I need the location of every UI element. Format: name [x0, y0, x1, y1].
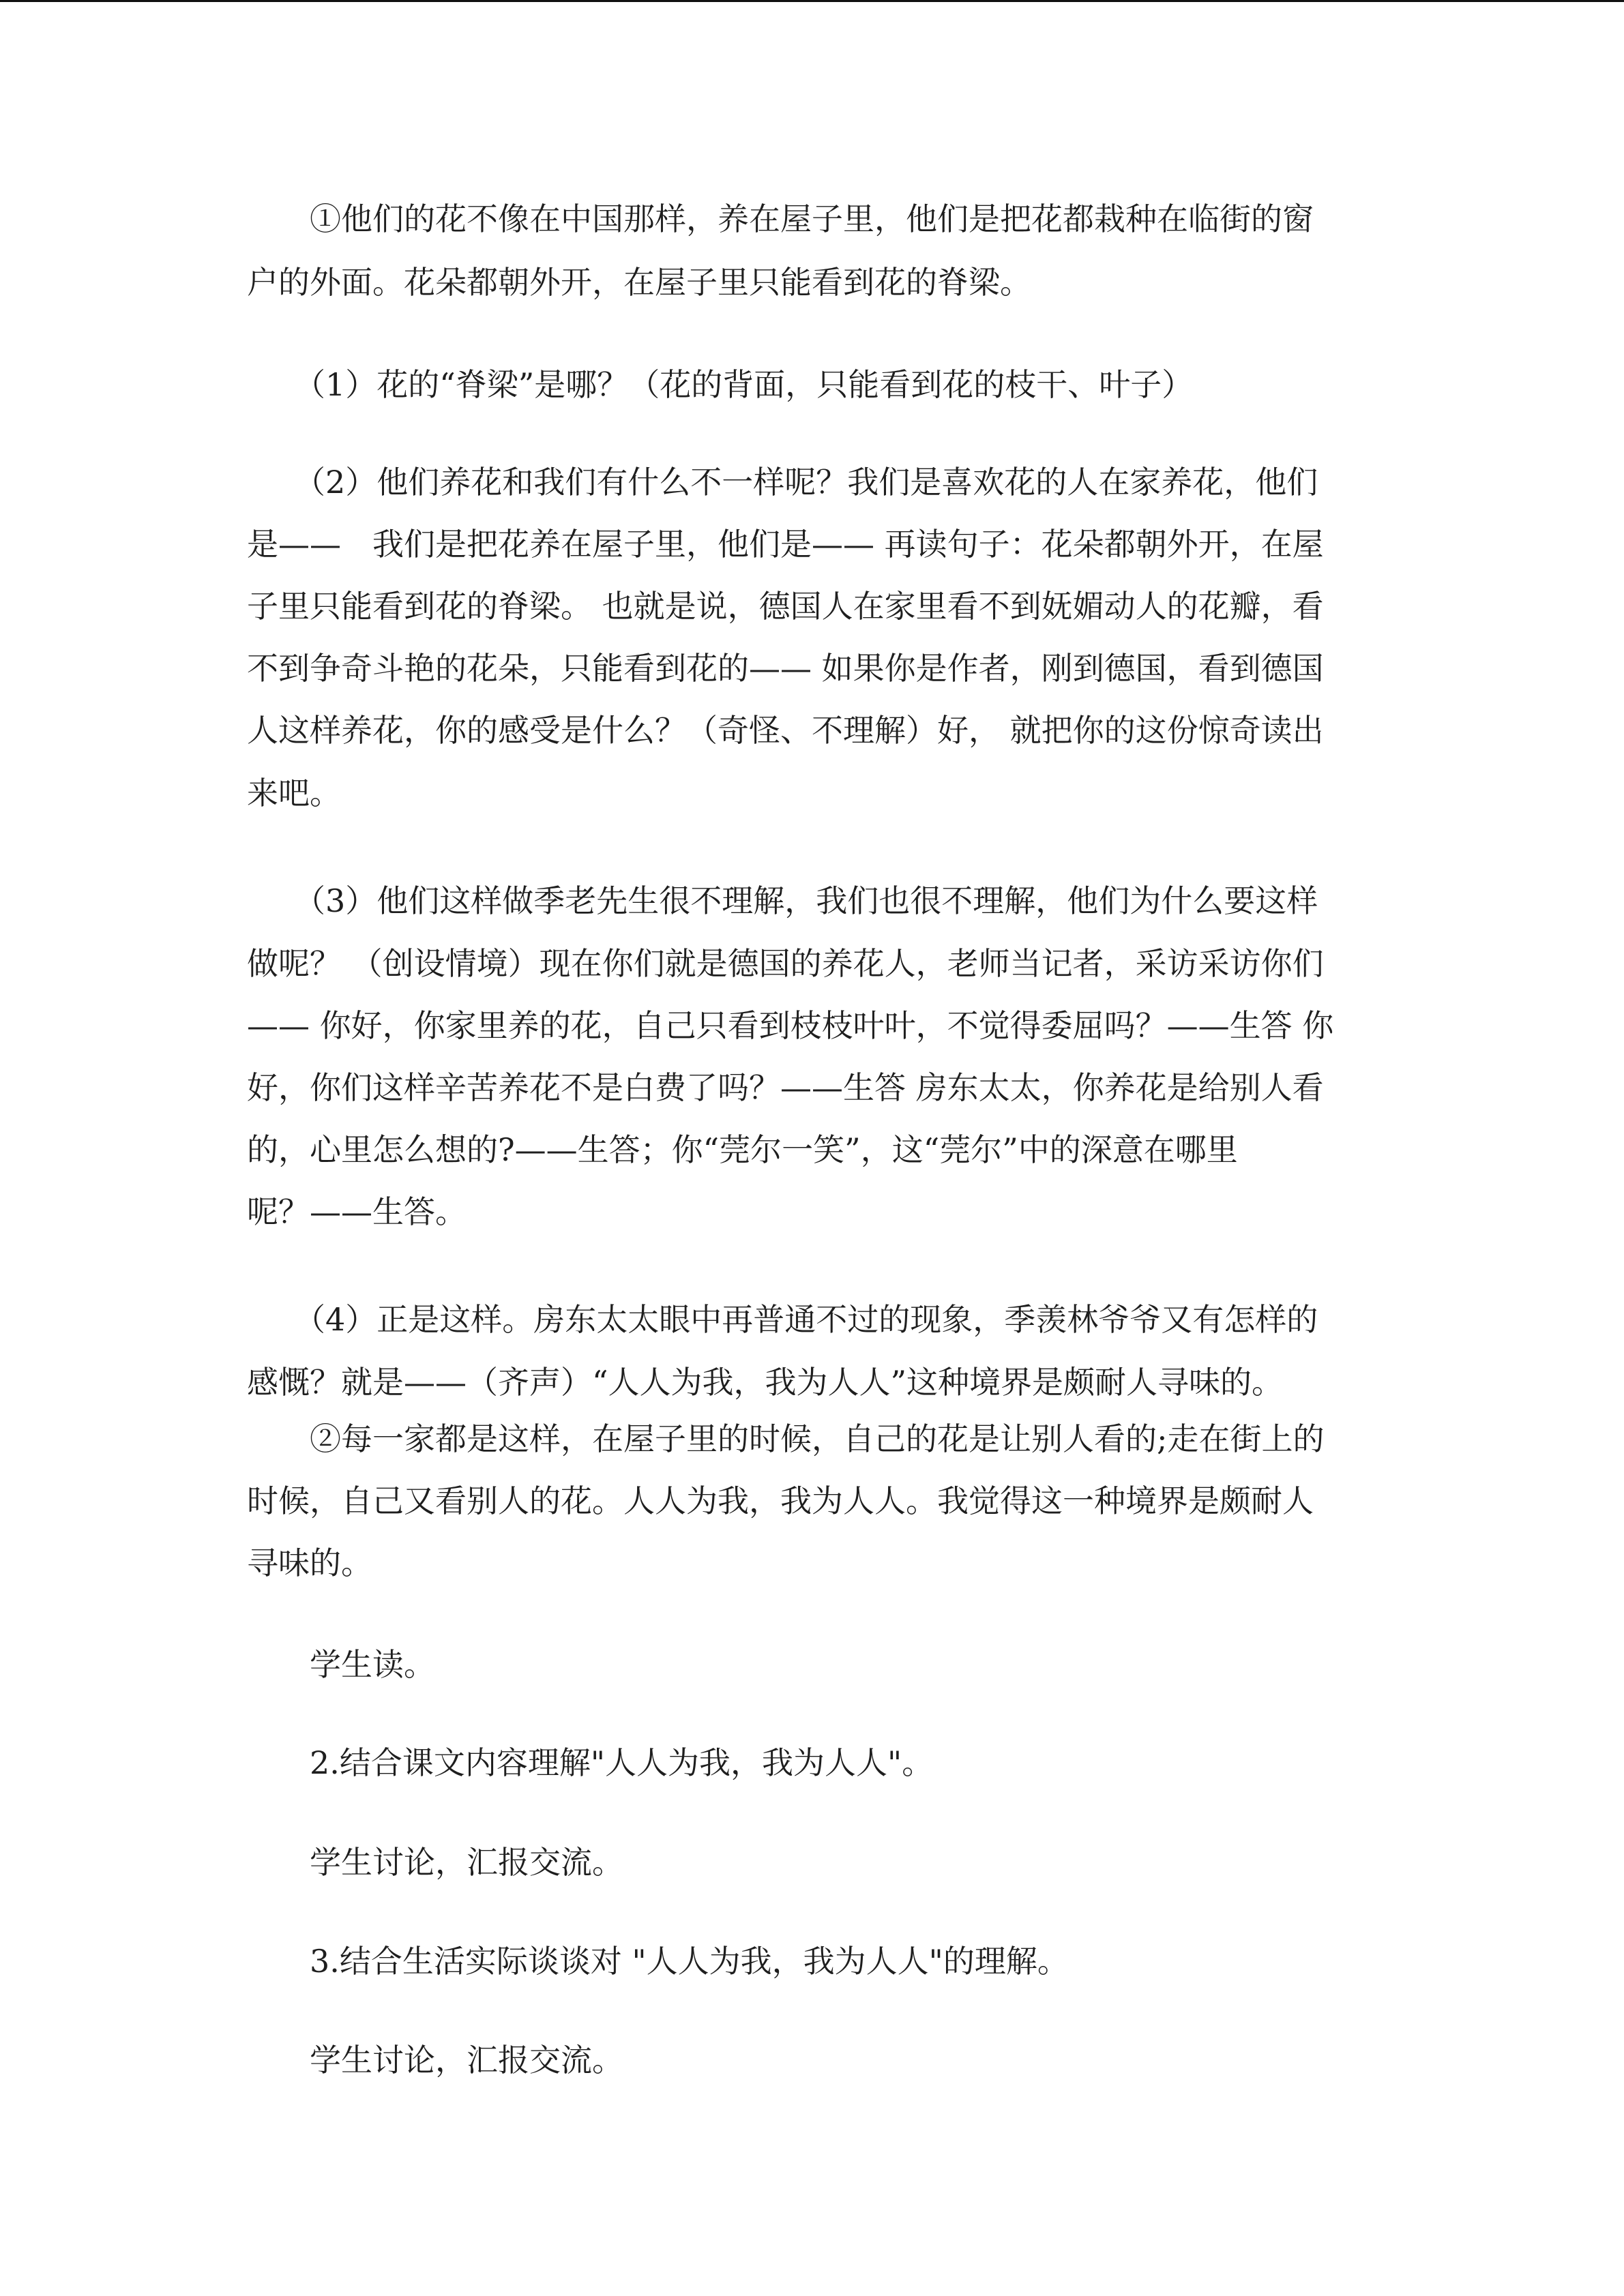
paragraph-6-line-2: 时候，自己又看别人的花。人人为我，我为人人。我觉得这一种境界是颇耐人 — [247, 1482, 1314, 1519]
paragraph-3-line-4: 不到争奇斗艳的花朵，只能看到花的—— 如果你是作者，刚到德国，看到德国 — [247, 650, 1324, 687]
paragraph-4-line-5: 的，心里怎么想的?——生答；你“莞尔一笑”，这“莞尔”中的深意在哪里 — [247, 1131, 1238, 1168]
paragraph-8-line-1: 2.结合课文内容理解"人人为我，我为人人"。 — [247, 1744, 934, 1781]
paragraph-6-line-1: ②每一家都是这样，在屋子里的时候，自己的花是让别人看的;走在街上的 — [247, 1420, 1325, 1457]
paragraph-4-line-6: 呢？——生答。 — [247, 1193, 467, 1230]
paragraph-3-line-1: （2）他们养花和我们有什么不一样呢？我们是喜欢花的人在家养花，他们 — [247, 464, 1318, 501]
paragraph-4-line-4: 好，你们这样辛苦养花不是白费了吗？——生答 房东太太，你养花是给别人看 — [247, 1069, 1324, 1106]
paragraph-3-line-2: 是—— 我们是把花养在屋子里，他们是—— 再读句子：花朵都朝外开，在屋 — [247, 526, 1324, 563]
paragraph-3-line-3: 子里只能看到花的脊梁。 也就是说，德国人在家里看不到妩媚动人的花瓣，看 — [247, 588, 1324, 625]
paragraph-1-line-1: ①他们的花不像在中国那样，养在屋子里，他们是把花都栽种在临街的窗 — [247, 200, 1314, 237]
paragraph-7-line-1: 学生读。 — [247, 1646, 435, 1683]
paragraph-9-line-1: 学生讨论，汇报交流。 — [247, 1844, 623, 1881]
paragraph-11-line-1: 学生讨论，汇报交流。 — [247, 2042, 623, 2078]
paragraph-6-line-3: 寻味的。 — [247, 1545, 372, 1581]
paragraph-4-line-1: （3）他们这样做季老先生很不理解，我们也很不理解，他们为什么要这样 — [247, 882, 1318, 919]
paragraph-4-line-2: 做呢？ （创设情境）现在你们就是德国的养花人，老师当记者，采访采访你们 — [247, 945, 1324, 982]
paragraph-3-line-6: 来吧。 — [247, 775, 341, 811]
paragraph-5-line-1: （4）正是这样。房东太太眼中再普通不过的现象，季羡林爷爷又有怎样的 — [247, 1301, 1318, 1338]
page-top-border — [0, 0, 1624, 2]
paragraph-10-line-1: 3.结合生活实际谈谈对 "人人为我，我为人人"的理解。 — [247, 1943, 1069, 1980]
paragraph-5-line-2: 感慨？就是——（齐声）“人人为我，我为人人”这种境界是颇耐人寻味的。 — [247, 1364, 1284, 1401]
paragraph-4-line-3: —— 你好，你家里养的花，自己只看到枝枝叶叶，不觉得委屈吗？——生答 你 — [247, 1007, 1334, 1044]
paragraph-2-line-1: （1）花的“脊梁”是哪？（花的背面，只能看到花的枝干、叶子） — [247, 366, 1194, 403]
paragraph-1-line-2: 户的外面。花朵都朝外开，在屋子里只能看到花的脊梁。 — [247, 264, 1031, 301]
paragraph-3-line-5: 人这样养花，你的感受是什么？（奇怪、不理解）好， 就把你的这份惊奇读出 — [247, 712, 1324, 749]
